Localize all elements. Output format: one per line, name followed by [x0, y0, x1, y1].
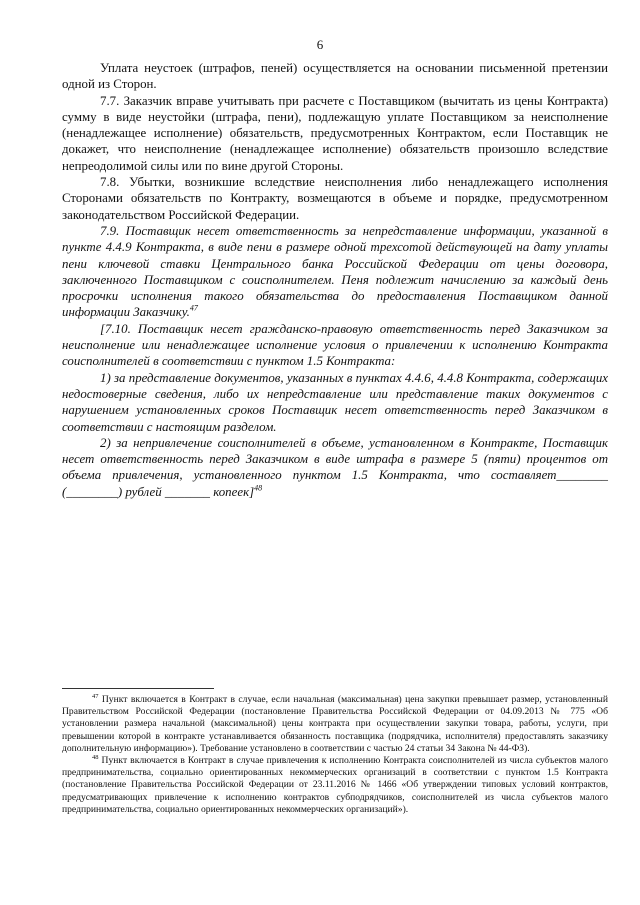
page-number: 6 [316, 37, 324, 52]
body-text [62, 60, 608, 500]
footnotes [62, 694, 608, 816]
paragraph-7-10-item-1: 1) за представление документов, указанных в пунктах 4.4.6, 4.4.8 Контракта, содержащих недостоверные сведения, либо их непредставление или представление таких документов с нарушением установленных сроков Поставщик несет ответственность перед Заказчиком в соответствии с настоящим разделом. [62, 370, 608, 434]
footnote-number: 47 [92, 692, 99, 700]
paragraph-7-9-text: 7.9. Поставщик несет ответственность за непредставление информации, указанной в пункте 4.4.9 Контракта, в виде пени в размере одной трехсотой действующей на дату уплаты пени ключевой ставки Центрального банка Российской Федерации от цены договора, заключенного Поставщиком с соисполнителем. Пеня подлежит начислению за каждый день просрочки исполнения такого обязательства до предоставления Поставщиком данной информации Заказчику. [62, 223, 608, 320]
paragraph-7-10: [7.10. Поставщик несет гражданско-правовую ответственность перед Заказчиком за неисполнение или ненадлежащее исполнение условия о привлечении к исполнению Контракта соисполнителей в соответствии с пунктом 1.5 Контракта: [62, 321, 608, 369]
footnote-text: Пункт включается в Контракт в случае, если начальная (максимальная) цена закупки превышает размер, установленный Правительством Российской Федерации (постановление Правительства Российской Федерации от 04.09.2013 № 775 «Об установлении размера начальной (максимальной) цены контракта при осуществлении закупки товара, работы, услуги, при превышении которой в контракте устанавливается обязанность поставщика (подрядчика, исполнителя) предоставлять заказчику дополнительную информацию»). Требование установлено в соответствии с частью 24 статьи 34 Закона № 44-ФЗ). [62, 694, 608, 754]
footnote-text: Пункт включается в Контракт в случае привлечения к исполнению Контракта соисполнителей из числа субъектов малого предпринимательства, социально ориентированных некоммерческих организаций в соответствии с пунктом 1.5 Контракта (постановление Правительства Российской Федерации от 23.11.2016 № 1466 «Об утверждении типовых условий контрактов, предусматривающих привлечение к исполнению контрактов субподрядчиков, соисполнителей из числа субъектов малого предпринимательства, социально ориентированных некоммерческих организаций»). [62, 755, 608, 815]
footnote-separator [62, 688, 214, 689]
footnote-number: 48 [92, 753, 99, 761]
paragraph-penalty-payment: Уплата неустоек (штрафов, пеней) осуществляется на основании письменной претензии одной из Сторон. [62, 61, 608, 92]
paragraph-7-10-item-2 [62, 435, 608, 500]
footnote-ref-48[interactable]: 48 [254, 483, 263, 493]
footnote-47 [62, 694, 608, 755]
paragraph-7-9 [62, 223, 608, 321]
paragraph-7-8: 7.8. Убытки, возникшие вследствие неисполнения либо ненадлежащего исполнения Сторонами обязательств по Контракту, возмещаются в объеме и порядке, предусмотренном законодательством Российской Федерации. [62, 175, 608, 222]
paragraph-7-7: 7.7. Заказчик вправе учитывать при расчете с Поставщиком (вычитать из цены Контракта) сумму в виде неустойки (штрафа, пени), подлежащую уплате Поставщиком за неисполнение (ненадлежащее исполнение) обязательств, предусмотренных Контрактом, если Поставщик не докажет, что неисполнение (ненадлежащее исполнение) обязательств произошло вследствие непреодолимой силы или по вине другой Стороны. [62, 93, 608, 173]
footnote-48 [62, 755, 608, 816]
paragraph-7-10-item-2-text: 2) за непривлечение соисполнителей в объеме, установленном в Контракте, Поставщик несет ответственность перед Заказчиком в виде штрафа в размере 5 (пяти) процентов от объема привлечения, установленного пунктом 1.5 Контракта, что составляет________ (________) рублей _______ копеек] [62, 435, 608, 499]
footnote-ref-47[interactable]: 47 [189, 304, 198, 314]
